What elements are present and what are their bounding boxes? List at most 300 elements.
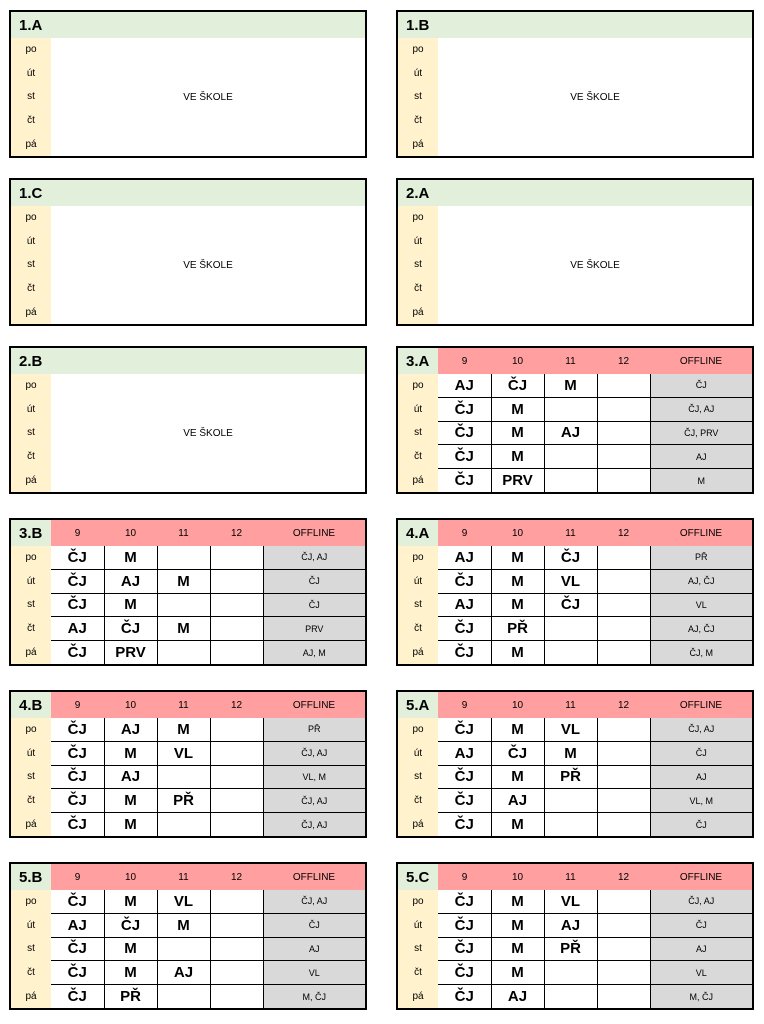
day-label: pá — [25, 474, 37, 486]
lesson-cell: ČJ — [51, 741, 104, 765]
period-header: 10 — [104, 692, 157, 718]
lesson-cell: M — [104, 890, 157, 913]
class-card — [9, 10, 367, 158]
offline-subjects: AJ — [650, 445, 752, 469]
lesson-cell: PŘ — [544, 765, 597, 789]
day-row — [398, 593, 752, 617]
day-label: st — [27, 259, 35, 271]
day-label: út — [413, 235, 423, 247]
lesson-cell: M — [104, 813, 157, 836]
lesson-cell — [210, 617, 263, 641]
offline-subjects: ČJ — [263, 913, 365, 937]
offline-subjects: ČJ, PRV — [650, 421, 752, 445]
offline-subjects: ČJ, AJ — [263, 546, 365, 569]
offline-subjects: ČJ — [650, 374, 752, 397]
lesson-cell — [157, 546, 210, 569]
lesson-cell — [597, 593, 650, 617]
day-label: po — [11, 546, 51, 569]
period-header: 10 — [104, 864, 157, 890]
header-row — [398, 692, 752, 718]
lesson-cell: ČJ — [438, 617, 491, 641]
day-label: út — [26, 403, 36, 415]
lesson-cell: ČJ — [51, 937, 104, 961]
period-header: 12 — [210, 692, 263, 718]
lesson-cell: ČJ — [51, 961, 104, 985]
day-label: čt — [27, 451, 35, 463]
lesson-cell — [597, 641, 650, 664]
period-header: 12 — [597, 692, 650, 718]
lesson-cell: M — [491, 913, 544, 937]
period-header: 9 — [438, 348, 491, 374]
day-column — [11, 206, 51, 324]
lesson-cell: M — [491, 641, 544, 664]
period-header: OFFLINE — [650, 692, 752, 718]
period-header: 10 — [491, 348, 544, 374]
offline-subjects: ČJ, AJ — [263, 890, 365, 913]
day-row — [398, 765, 752, 789]
day-label: pá — [398, 641, 438, 664]
period-header: OFFLINE — [263, 864, 365, 890]
lesson-cell: ČJ — [438, 421, 491, 445]
day-row — [11, 937, 365, 961]
lesson-cell: ČJ — [438, 765, 491, 789]
day-row — [11, 765, 365, 789]
day-label: st — [27, 91, 35, 103]
period-header: 11 — [157, 692, 210, 718]
lesson-cell: PRV — [491, 469, 544, 492]
lesson-cell: M — [491, 445, 544, 469]
class-schedule-card — [396, 346, 754, 494]
lesson-cell: ČJ — [544, 546, 597, 569]
lesson-cell: ČJ — [438, 937, 491, 961]
offline-subjects: ČJ, AJ — [263, 741, 365, 765]
offline-subjects: M — [650, 469, 752, 492]
lesson-cell: AJ — [157, 961, 210, 985]
lesson-cell: AJ — [51, 913, 104, 937]
lesson-cell — [597, 765, 650, 789]
lesson-cell — [597, 617, 650, 641]
class-name: 2.A — [398, 180, 752, 206]
lesson-cell — [210, 961, 263, 985]
offline-subjects: VL, M — [263, 765, 365, 789]
lesson-cell — [597, 718, 650, 741]
day-label: pá — [25, 138, 37, 150]
class-name: 5.A — [398, 692, 438, 718]
lesson-cell — [210, 890, 263, 913]
offline-subjects: AJ, M — [263, 641, 365, 664]
offline-subjects: VL — [263, 961, 365, 985]
offline-subjects: ČJ, AJ — [263, 789, 365, 813]
day-row — [11, 546, 365, 569]
day-row — [11, 718, 365, 741]
lesson-cell: VL — [157, 741, 210, 765]
day-row — [398, 546, 752, 569]
lesson-cell: ČJ — [438, 961, 491, 985]
day-label: pá — [11, 985, 51, 1008]
day-column — [398, 206, 438, 324]
day-label: po — [11, 718, 51, 741]
day-label: út — [413, 67, 423, 79]
lesson-cell: M — [104, 741, 157, 765]
lesson-cell: M — [491, 397, 544, 421]
schedule-table — [398, 520, 752, 664]
period-header: 12 — [210, 864, 263, 890]
lesson-cell — [597, 961, 650, 985]
period-header: 10 — [491, 692, 544, 718]
lesson-cell: ČJ — [438, 718, 491, 741]
lesson-cell: ČJ — [51, 813, 104, 836]
day-label: čt — [27, 115, 35, 127]
class-name: 5.B — [11, 864, 51, 890]
period-header: 10 — [104, 520, 157, 546]
lesson-cell: AJ — [438, 374, 491, 397]
lesson-cell: AJ — [438, 741, 491, 765]
lesson-cell: M — [491, 765, 544, 789]
lesson-cell: M — [491, 813, 544, 836]
header-row — [11, 692, 365, 718]
class-name: 5.C — [398, 864, 438, 890]
period-header: 11 — [544, 348, 597, 374]
period-header: 12 — [597, 864, 650, 890]
day-row — [398, 813, 752, 836]
day-label: st — [414, 259, 422, 271]
offline-subjects: ČJ, AJ — [263, 813, 365, 836]
day-row — [398, 985, 752, 1008]
day-label: čt — [27, 283, 35, 295]
day-label: st — [11, 765, 51, 789]
lesson-cell — [597, 813, 650, 836]
day-row — [11, 813, 365, 836]
day-label: pá — [25, 306, 37, 318]
lesson-cell: ČJ — [104, 617, 157, 641]
lesson-cell — [597, 890, 650, 913]
schedule-table — [11, 864, 365, 1008]
lesson-cell: VL — [544, 890, 597, 913]
lesson-cell — [597, 445, 650, 469]
day-label: út — [11, 569, 51, 593]
day-label: út — [11, 741, 51, 765]
lesson-cell: ČJ — [51, 641, 104, 664]
lesson-cell — [210, 641, 263, 664]
lesson-cell — [544, 641, 597, 664]
day-row — [398, 374, 752, 397]
class-name: 4.B — [11, 692, 51, 718]
day-row — [398, 789, 752, 813]
day-row — [398, 890, 752, 913]
day-label: po — [398, 890, 438, 913]
offline-subjects: AJ, ČJ — [650, 617, 752, 641]
period-header: 11 — [157, 864, 210, 890]
day-label: čt — [398, 789, 438, 813]
offline-subjects: VL, M — [650, 789, 752, 813]
lesson-cell — [210, 765, 263, 789]
day-label: po — [11, 890, 51, 913]
lesson-cell: ČJ — [438, 890, 491, 913]
lesson-cell: ČJ — [51, 890, 104, 913]
day-row — [11, 593, 365, 617]
lesson-cell — [544, 789, 597, 813]
offline-subjects: VL — [650, 961, 752, 985]
lesson-cell: VL — [544, 569, 597, 593]
lesson-cell: M — [491, 421, 544, 445]
period-header: 11 — [544, 520, 597, 546]
lesson-cell: M — [104, 546, 157, 569]
class-schedule-card — [396, 690, 754, 838]
header-row — [398, 520, 752, 546]
day-label: čt — [398, 445, 438, 469]
day-row — [11, 913, 365, 937]
period-header: 11 — [544, 692, 597, 718]
day-row — [11, 789, 365, 813]
lesson-cell — [597, 421, 650, 445]
lesson-cell: M — [157, 913, 210, 937]
day-label: út — [398, 569, 438, 593]
day-label: čt — [11, 961, 51, 985]
lesson-cell: ČJ — [491, 374, 544, 397]
day-column — [11, 38, 51, 156]
lesson-cell: ČJ — [51, 718, 104, 741]
class-schedule-card — [396, 862, 754, 1010]
day-label: po — [398, 718, 438, 741]
day-label: čt — [398, 961, 438, 985]
day-label: po — [25, 44, 37, 56]
offline-subjects: AJ — [263, 937, 365, 961]
offline-subjects: ČJ — [650, 741, 752, 765]
lesson-cell — [210, 937, 263, 961]
lesson-cell — [544, 985, 597, 1008]
in-school-note: VE ŠKOLE — [570, 91, 620, 103]
day-label: po — [412, 44, 424, 56]
class-schedule-card — [9, 518, 367, 666]
lesson-cell: ČJ — [51, 569, 104, 593]
offline-subjects: PŘ — [263, 718, 365, 741]
offline-subjects: AJ — [650, 765, 752, 789]
day-label: po — [398, 546, 438, 569]
lesson-cell — [157, 813, 210, 836]
lesson-cell — [544, 961, 597, 985]
lesson-cell: ČJ — [438, 789, 491, 813]
day-row — [398, 718, 752, 741]
offline-subjects: ČJ, AJ — [650, 718, 752, 741]
lesson-cell: ČJ — [51, 789, 104, 813]
lesson-cell: AJ — [491, 789, 544, 813]
offline-subjects: PŘ — [650, 546, 752, 569]
day-row — [398, 937, 752, 961]
lesson-cell — [210, 913, 263, 937]
day-label: po — [25, 212, 37, 224]
lesson-cell: M — [104, 593, 157, 617]
period-header: 10 — [491, 864, 544, 890]
class-name: 2.B — [11, 348, 365, 374]
day-column — [11, 374, 51, 492]
lesson-cell: VL — [157, 890, 210, 913]
offline-subjects: M, ČJ — [650, 985, 752, 1008]
lesson-cell — [210, 985, 263, 1008]
period-header: OFFLINE — [650, 864, 752, 890]
period-header: 10 — [491, 520, 544, 546]
day-row — [11, 569, 365, 593]
day-row — [11, 641, 365, 664]
offline-subjects: AJ, ČJ — [650, 569, 752, 593]
header-row — [11, 520, 365, 546]
lesson-cell: M — [157, 718, 210, 741]
class-schedule-card — [9, 862, 367, 1010]
class-name: 1.A — [11, 12, 365, 38]
lesson-cell: AJ — [104, 569, 157, 593]
day-label: čt — [414, 283, 422, 295]
day-label: út — [398, 741, 438, 765]
day-label: st — [11, 937, 51, 961]
day-label: st — [11, 593, 51, 617]
lesson-cell: M — [104, 789, 157, 813]
day-label: út — [26, 67, 36, 79]
period-header: OFFLINE — [650, 348, 752, 374]
lesson-cell: ČJ — [51, 546, 104, 569]
offline-subjects: ČJ, AJ — [650, 890, 752, 913]
lesson-cell — [157, 765, 210, 789]
day-label: pá — [412, 306, 424, 318]
header-row — [11, 864, 365, 890]
lesson-cell — [210, 593, 263, 617]
lesson-cell — [157, 937, 210, 961]
lesson-cell — [157, 985, 210, 1008]
day-label: st — [398, 937, 438, 961]
lesson-cell: PŘ — [544, 937, 597, 961]
lesson-cell — [544, 445, 597, 469]
offline-subjects: VL — [650, 593, 752, 617]
offline-subjects: ČJ, AJ — [650, 397, 752, 421]
lesson-cell — [210, 789, 263, 813]
lesson-cell — [597, 789, 650, 813]
lesson-cell: ČJ — [438, 445, 491, 469]
lesson-cell — [544, 397, 597, 421]
lesson-cell: ČJ — [491, 741, 544, 765]
lesson-cell — [597, 985, 650, 1008]
schedule-table — [398, 864, 752, 1008]
day-row — [398, 569, 752, 593]
lesson-cell: AJ — [104, 718, 157, 741]
lesson-cell — [157, 593, 210, 617]
lesson-cell — [544, 617, 597, 641]
period-header: 9 — [51, 864, 104, 890]
day-label: pá — [412, 138, 424, 150]
lesson-cell: ČJ — [51, 765, 104, 789]
day-row — [11, 985, 365, 1008]
day-label: čt — [414, 115, 422, 127]
day-label: st — [398, 765, 438, 789]
lesson-cell: M — [491, 569, 544, 593]
class-name: 1.C — [11, 180, 365, 206]
day-label: po — [412, 212, 424, 224]
lesson-cell: M — [491, 718, 544, 741]
day-label: po — [398, 374, 438, 397]
day-label: čt — [398, 617, 438, 641]
in-school-note: VE ŠKOLE — [570, 259, 620, 271]
day-label: st — [398, 421, 438, 445]
day-label: po — [25, 380, 37, 392]
class-schedule-card — [9, 690, 367, 838]
day-label: út — [398, 913, 438, 937]
lesson-cell: M — [491, 890, 544, 913]
schedule-table — [11, 692, 365, 836]
lesson-cell: ČJ — [438, 397, 491, 421]
day-label: pá — [11, 813, 51, 836]
lesson-cell — [597, 397, 650, 421]
lesson-cell — [210, 813, 263, 836]
lesson-cell: AJ — [491, 985, 544, 1008]
period-header: 9 — [438, 692, 491, 718]
lesson-cell — [210, 569, 263, 593]
day-label: st — [398, 593, 438, 617]
class-card — [396, 178, 754, 326]
schedule-table — [398, 692, 752, 836]
day-label: čt — [11, 789, 51, 813]
lesson-cell — [597, 741, 650, 765]
class-card — [9, 346, 367, 494]
class-body — [398, 206, 752, 324]
day-label: st — [27, 427, 35, 439]
class-body — [398, 38, 752, 156]
day-row — [398, 617, 752, 641]
class-name: 3.A — [398, 348, 438, 374]
lesson-cell: ČJ — [438, 985, 491, 1008]
offline-subjects: M, ČJ — [263, 985, 365, 1008]
lesson-cell: M — [491, 546, 544, 569]
period-header: 9 — [51, 692, 104, 718]
lesson-cell: AJ — [544, 421, 597, 445]
lesson-cell — [210, 741, 263, 765]
lesson-cell — [597, 937, 650, 961]
period-header: 9 — [51, 520, 104, 546]
lesson-cell: AJ — [438, 593, 491, 617]
day-label: pá — [398, 813, 438, 836]
offline-subjects: ČJ — [650, 813, 752, 836]
offline-subjects: ČJ — [263, 569, 365, 593]
lesson-cell — [210, 718, 263, 741]
lesson-cell: VL — [544, 718, 597, 741]
class-card — [396, 10, 754, 158]
lesson-cell: AJ — [51, 617, 104, 641]
lesson-cell: AJ — [438, 546, 491, 569]
lesson-cell: M — [491, 961, 544, 985]
day-row — [398, 741, 752, 765]
lesson-cell: ČJ — [104, 913, 157, 937]
day-row — [398, 445, 752, 469]
class-body — [11, 38, 365, 156]
period-header: 9 — [438, 864, 491, 890]
lesson-cell: AJ — [104, 765, 157, 789]
lesson-cell: M — [104, 961, 157, 985]
in-school-note: VE ŠKOLE — [183, 91, 233, 103]
period-header: 11 — [544, 864, 597, 890]
class-name: 4.A — [398, 520, 438, 546]
lesson-cell: PŘ — [104, 985, 157, 1008]
offline-subjects: PRV — [263, 617, 365, 641]
lesson-cell: ČJ — [438, 813, 491, 836]
class-schedule-card — [396, 518, 754, 666]
day-row — [398, 469, 752, 492]
day-row — [11, 617, 365, 641]
day-row — [398, 961, 752, 985]
lesson-cell: ČJ — [51, 985, 104, 1008]
class-body — [11, 374, 365, 492]
offline-subjects: ČJ — [650, 913, 752, 937]
day-row — [11, 961, 365, 985]
day-label: st — [414, 91, 422, 103]
in-school-note: VE ŠKOLE — [183, 259, 233, 271]
lesson-cell: M — [544, 374, 597, 397]
lesson-cell: ČJ — [51, 593, 104, 617]
